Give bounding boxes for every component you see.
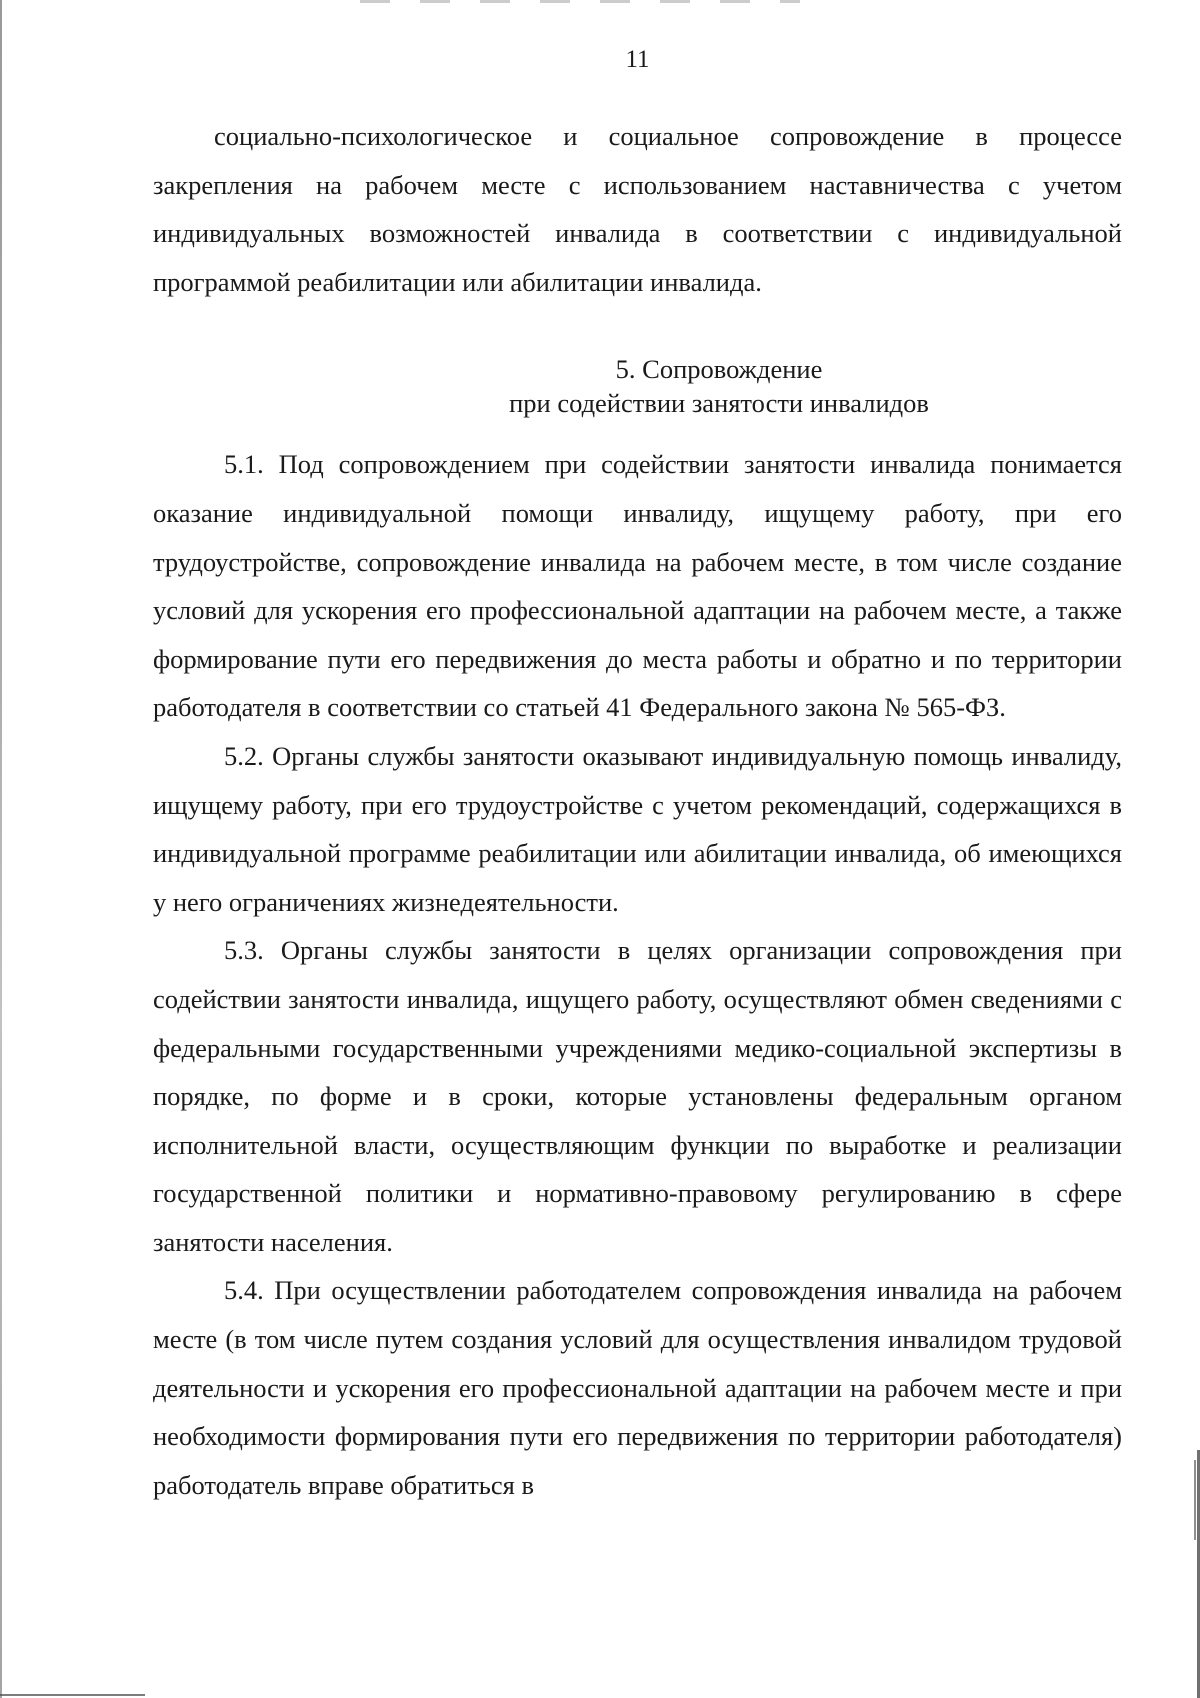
scan-tick-right [1194, 1460, 1196, 1540]
scan-top-marks [360, 0, 800, 3]
document-body [153, 112, 1122, 1509]
section-title-line2: при содействии занятости инвалидов [509, 388, 929, 419]
scan-edge-left [0, 0, 2, 1698]
section-heading [153, 352, 1122, 420]
paragraph-5-3: 5.3. Органы службы занятости в целях организации сопровождения при содействии занятости инвалида, ищущего работу, осуществляют обмен сведениями с федеральными государственными учреждениями медико-социальной экспертизы в порядке, по форме и в сроки, которые установлены федеральным органом исполнительной власти, осуществляющим функции по выработке и реализации государственной политики и нормативно-правовому регулированию в сфере занятости населения. [153, 935, 1122, 1257]
paragraph-5-4: 5.4. При осуществлении работодателем сопровождения инвалида на рабочем месте (в том числе путем создания условий для осуществления инвалидом трудовой деятельности и ускорения его профессиональной адаптации на рабочем месте и при необходимости формирования пути его передвижения по территории работодателя) работодатель вправе обратиться в [153, 1275, 1122, 1500]
paragraph-5-2: 5.2. Органы службы занятости оказывают индивидуальную помощь инвалиду, ищущему работу, при его трудоустройстве с учетом рекомендаций, содержащихся в индивидуальной программе реабилитации или абилитации инвалида, об имеющихся у него ограничениях жизнедеятельности. [153, 740, 1122, 917]
page-number: 11 [625, 46, 650, 73]
scan-line-bottom [0, 1694, 145, 1696]
section-title-line1: 5. Сопровождение [615, 354, 823, 385]
intro-paragraph: социально-психологическое и социальное сопровождение в процессе закрепления на рабочем месте с использованием наставничества с учетом индивидуальных возможностей инвалида в соответствии с индивидуальной программой реабилитации или абилитации инвалида. [153, 121, 1122, 297]
paragraph-5-1: 5.1. Под сопровождением при содействии занятости инвалида понимается оказание индивидуальной помощи инвалиду, ищущему работу, при его трудоустройстве, сопровождение инвалида на рабочем месте, в том числе создание условий для ускорения его профессиональной адаптации на рабочем месте, а также формирование пути его передвижения до места работы и обратно и по территории работодателя в соответствии со статьей 41 Федерального закона № 565-ФЗ. [153, 449, 1122, 723]
